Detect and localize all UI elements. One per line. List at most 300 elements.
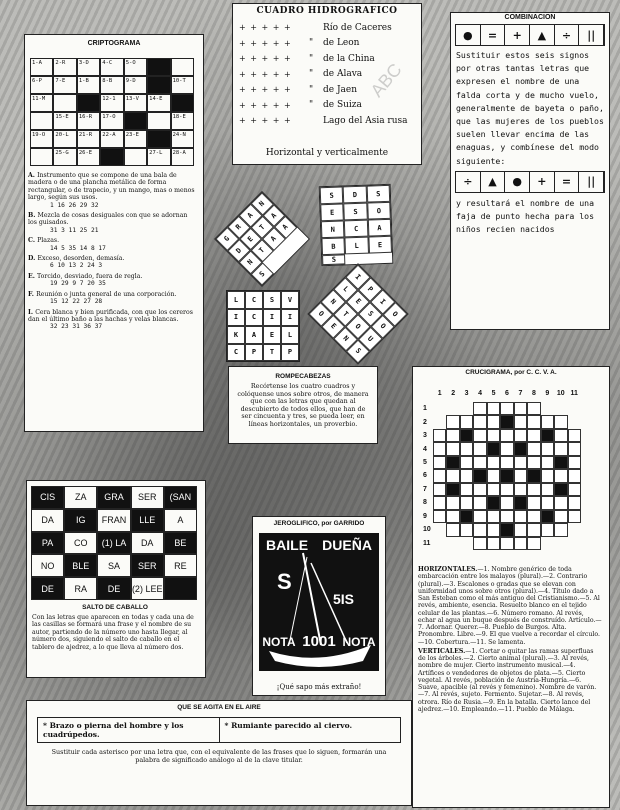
col-number: 1	[437, 390, 442, 397]
jeroglifico-title: JEROGLIFICO, por GARRIDO	[273, 520, 365, 527]
clue-numbers: 32 23 31 36 37	[50, 323, 103, 331]
grid-cell	[487, 415, 500, 428]
board-cell: BE	[164, 532, 197, 555]
letter-cell: C	[227, 344, 245, 362]
grid-cell	[541, 496, 554, 509]
black-cell	[446, 483, 459, 496]
grid-cell: 1-A	[30, 58, 53, 76]
grid-cell: 19-O	[30, 130, 53, 148]
letter-cell: S	[263, 291, 281, 309]
hidrografico-label: de Alava	[323, 69, 363, 80]
grid-cell: 24-N	[171, 130, 194, 148]
clue-text: Instrumento que se compone de una bala de madera o de una plancha metálica de forma rectangular, o de trapecio, y un mango, mas o menos largo, según sus usos.	[28, 172, 195, 202]
grid-cell	[527, 415, 540, 428]
grid-cell	[460, 442, 473, 455]
black-cell	[514, 496, 527, 509]
grid-cell: 26-E	[77, 148, 100, 166]
board-cell: RE	[164, 554, 197, 577]
grid-cell	[446, 442, 459, 455]
combinacion-text: Sustituir estos seis signos por otras tantas letras que expresen el nombre de una falda corta y de mucho vuelo, generalmente de bayeta o paño, que las mujeres de los pueblos suelen llevar encima de las enaguas, y combínese del modo siguiente:	[456, 50, 604, 166]
grid-cell	[500, 402, 513, 415]
crucigrama-row-numbers	[423, 402, 431, 550]
grid-cell	[514, 483, 527, 496]
dots-icon: + + + + +	[239, 85, 292, 95]
grid-cell: 9-D	[124, 76, 147, 94]
hidrografico-row	[239, 36, 415, 52]
grid-cell	[446, 510, 459, 523]
grid-cell: 14-E	[147, 94, 170, 112]
dots-icon: + + + + +	[239, 54, 292, 64]
grid-cell	[527, 456, 540, 469]
grid-cell	[527, 483, 540, 496]
clue-letter: D.	[28, 255, 38, 263]
black-cell	[487, 496, 500, 509]
grid-cell: 4-C	[100, 58, 123, 76]
board-cell: LLE	[131, 509, 164, 532]
asterisk-icon: *	[43, 721, 47, 730]
clue-letter: A.	[28, 172, 38, 179]
board-cell: NO	[31, 554, 64, 577]
hidrografico-label: de Leon	[323, 38, 360, 49]
jeroglifico-nota-2: NOTA	[342, 634, 376, 649]
letter-cell: K	[227, 326, 245, 344]
grid-cell	[487, 469, 500, 482]
ditto-mark: "	[309, 84, 314, 95]
grid-cell	[541, 402, 554, 415]
clue-numbers: 14 5 35 14 8 17	[50, 244, 106, 252]
grid-cell	[500, 429, 513, 442]
letter-cell: E	[320, 203, 344, 221]
grid-cell	[433, 402, 446, 415]
criptograma-clues	[28, 172, 198, 334]
letter-cell: D	[343, 186, 367, 204]
grid-cell: 6-P	[30, 76, 53, 94]
aire-title: QUE SE AGITA EN EL AIRE	[177, 704, 261, 711]
letter-cell: A	[367, 219, 391, 237]
grid-cell	[568, 415, 581, 428]
black-cell	[487, 442, 500, 455]
grid-cell: 18-E	[171, 112, 194, 130]
criptograma-clue	[28, 309, 198, 331]
grid-cell	[500, 537, 513, 550]
grid-cell	[171, 58, 194, 76]
letter-cell: S	[366, 185, 390, 203]
grid-cell	[568, 496, 581, 509]
board-cell: SER	[131, 554, 164, 577]
grid-cell	[527, 523, 540, 536]
grid-cell	[554, 537, 567, 550]
grid-cell	[460, 415, 473, 428]
letter-cell: S	[250, 262, 273, 285]
salto-text: Con las letras que aparecen en todas y cada una de las casillas se formará una frase y el nombre de su autor, partiendo de la número uno hasta llegar, al número dos, siguiendo el salto de caballo en el tablero de ajedrez, a lo que lleva al número dos.	[32, 614, 194, 651]
grid-cell: 8-B	[100, 76, 123, 94]
grid-cell	[487, 429, 500, 442]
row-number: 3	[423, 432, 427, 440]
criptograma-clue	[28, 172, 198, 209]
grid-cell	[568, 523, 581, 536]
grid-cell	[541, 442, 554, 455]
col-number: 11	[570, 390, 578, 397]
grid-cell: 10-T	[171, 76, 194, 94]
grid-cell	[554, 442, 567, 455]
grid-cell	[514, 537, 527, 550]
grid-cell	[554, 469, 567, 482]
grid-cell: 21-R	[77, 130, 100, 148]
grid-cell: 11-M	[30, 94, 53, 112]
salto-title: SALTO DE CABALLO	[82, 604, 148, 611]
grid-cell	[473, 537, 486, 550]
grid-cell	[124, 148, 147, 166]
sign-icon: +	[530, 172, 555, 192]
row-number: 1	[423, 405, 427, 413]
grid-cell: 12-1	[100, 94, 123, 112]
jeroglifico-word-1: BAILE	[266, 537, 309, 553]
jeroglifico-word-2: DUEÑA	[322, 537, 372, 553]
jeroglifico-nota-1: NOTA	[262, 634, 296, 649]
clue-text: Mezcla de cosas desiguales con que se adornan los guisados.	[28, 212, 188, 227]
col-number: 9	[545, 390, 550, 397]
letter-cell: S	[358, 302, 383, 327]
crucigrama-grid	[433, 402, 581, 550]
black-cell	[527, 469, 540, 482]
grid-cell	[514, 456, 527, 469]
sign-icon: ||	[579, 25, 604, 45]
grid-cell	[460, 469, 473, 482]
ditto-mark: "	[309, 38, 314, 49]
black-cell	[554, 456, 567, 469]
col-number: 7	[518, 390, 523, 397]
row-number: 4	[423, 445, 427, 453]
grid-cell: 22-A	[100, 130, 123, 148]
grid-cell	[473, 510, 486, 523]
col-number: 4	[478, 390, 483, 397]
criptograma-clue	[28, 291, 198, 306]
clue-text: Exceso, desorden, demasía.	[37, 255, 125, 263]
grid-cell	[500, 456, 513, 469]
black-cell	[554, 483, 567, 496]
grid-cell	[460, 483, 473, 496]
clue-letter: C.	[28, 237, 38, 245]
horizontales-text: —1. Nombre genérico de toda embarcación entre los malayos (plural).—2. Contrario (plural).—3. Escalones o gradas que se elevan con uniformidad unos sobre otros (plural).—4. Título dado a San Esteban como el más antiguo del Cristianismo.—5. Al revés, ambiente, esencia. Resuelto blanco en el tejido celular de las plantas.—6. Número romano. Al revés, echar al agua un buque después de construído. Artículo.—7. Adornar. Querer.—8. Pueblo de Burgos. Alta. Pronombre. Libre.—9. El que vuelve a recordar el círculo.—10. Cobertura.—11. Se lamenta.	[418, 566, 602, 646]
jeroglifico-caption: ¡Qué sapo más extraño!	[276, 683, 362, 691]
letter-cell: O	[367, 202, 391, 220]
grid-cell	[554, 510, 567, 523]
grid-cell: 15-E	[53, 112, 76, 130]
letter-cell: E	[346, 289, 371, 314]
row-number: 5	[423, 459, 427, 467]
black-cell	[124, 112, 147, 130]
grid-cell	[460, 523, 473, 536]
grid-cell	[433, 523, 446, 536]
black-cell	[473, 469, 486, 482]
grid-cell: 5-O	[124, 58, 147, 76]
col-number: 2	[451, 390, 456, 397]
dots-icon: + + + + +	[239, 100, 292, 110]
grid-cell	[487, 483, 500, 496]
grid-cell	[433, 469, 446, 482]
grid-cell	[568, 483, 581, 496]
hidrografico-row	[239, 20, 415, 36]
grid-cell	[514, 523, 527, 536]
grid-cell	[433, 456, 446, 469]
row-number: 11	[423, 539, 431, 547]
letter-cell: S	[346, 339, 371, 364]
aire-footer: Sustituir cada asterisco por una letra que, con el equivalente de las frases que lo siguen, formarán una palabra de significado análogo al de la clave titular.	[51, 748, 387, 764]
dots-icon: + + + + +	[239, 69, 292, 79]
black-cell	[147, 76, 170, 94]
grid-cell	[568, 469, 581, 482]
row-number: 10	[423, 526, 431, 534]
row-number: 8	[423, 499, 427, 507]
grid-cell	[554, 496, 567, 509]
black-cell	[541, 510, 554, 523]
grid-cell	[53, 94, 76, 112]
grid-cell	[446, 415, 459, 428]
hidrografico-label: de la China	[323, 53, 375, 64]
rompecabezas-text: Recórtense los cuatro cuadros y colóquense unos sobre otros, de manera que con las letras que quedan al descubierto de todos ellos, que han de ser cincuenta y tres, se pueda leer, en líneas horizontales, un proverbio.	[237, 382, 369, 428]
board-cell: PA	[31, 532, 64, 555]
grid-cell	[473, 442, 486, 455]
grid-cell	[527, 442, 540, 455]
grid-cell	[460, 496, 473, 509]
grid-cell	[500, 442, 513, 455]
board-cell: (SAN	[164, 486, 197, 509]
criptograma-clue	[28, 255, 198, 270]
hidrografico-label: de Jaen	[323, 84, 358, 95]
letter-cell: L	[345, 237, 369, 255]
aire-clue-right: Rumiante parecido al ciervo.	[231, 721, 353, 730]
grid-cell: 23-E	[124, 130, 147, 148]
letter-cell: L	[281, 326, 299, 344]
letter-cell: N	[321, 289, 346, 314]
letter-cell: D	[227, 239, 250, 262]
letter-cell: N	[250, 192, 273, 215]
verticales-label: VERTICALES.	[418, 647, 466, 655]
combinacion-panel	[450, 12, 610, 330]
col-number: 5	[491, 390, 496, 397]
letter-cell: I	[346, 265, 371, 290]
grid-cell	[568, 429, 581, 442]
grid-cell	[473, 429, 486, 442]
board-cell: DA	[31, 509, 64, 532]
letter-cell: G	[215, 227, 238, 250]
rompecabezas-panel	[228, 366, 378, 444]
grid-cell	[541, 415, 554, 428]
letter-cell: T	[250, 239, 273, 262]
grid-cell	[541, 456, 554, 469]
grid-cell	[500, 496, 513, 509]
hidrografico-label: de Suiza	[323, 100, 362, 111]
black-cell	[460, 429, 473, 442]
criptograma-clue	[28, 212, 198, 234]
clue-text: Torcido, desviado, fuera de regla.	[37, 272, 143, 280]
letter-cell: E	[239, 227, 262, 250]
grid-cell	[487, 523, 500, 536]
hidrografico-label: Río de Caceres	[323, 22, 392, 33]
clue-text: Cera blanca y bien purificada, con que los cereros dan el último baño a las hachas y velas blancas.	[28, 308, 193, 323]
grid-cell: 13-V	[124, 94, 147, 112]
black-cell	[541, 429, 554, 442]
black-cell	[147, 58, 170, 76]
grid-cell	[541, 469, 554, 482]
clue-text: Reunión o junta general de una corporación.	[36, 290, 177, 298]
watermark: ABC	[366, 59, 406, 101]
black-cell	[171, 94, 194, 112]
letter-cell: C	[245, 291, 263, 309]
letter-cell: O	[383, 302, 408, 327]
rompecabezas-grid-1	[319, 184, 394, 266]
letter-cell: I	[370, 289, 395, 314]
letter-cell: N	[333, 326, 358, 351]
hidrografico-label: Lago del Asia rusa	[323, 115, 408, 126]
board-cell: (2) LEE	[131, 577, 164, 600]
clue-text: Plazas.	[37, 237, 60, 245]
letter-cell: R	[227, 216, 250, 239]
sign-icon: ||	[579, 172, 604, 192]
grid-cell	[446, 469, 459, 482]
grid-cell: 20-L	[53, 130, 76, 148]
grid-cell	[527, 429, 540, 442]
clue-numbers: 15 12 22 27 28	[50, 298, 103, 306]
grid-cell	[514, 510, 527, 523]
black-cell	[77, 94, 100, 112]
sign-icon: ●	[505, 172, 530, 192]
criptograma-clue	[28, 273, 198, 288]
clue-numbers: 19 29 9 7 20 35	[50, 280, 106, 288]
black-cell	[100, 148, 123, 166]
clue-letter: F.	[28, 290, 37, 298]
clue-numbers: 6 10 13 2 24 3	[50, 262, 103, 270]
row-number: 7	[423, 485, 427, 493]
board-cell: SER	[131, 486, 164, 509]
grid-cell	[541, 523, 554, 536]
board-cell: GRA	[97, 486, 130, 509]
letter-cell: P	[358, 277, 383, 302]
letter-cell: P	[281, 344, 299, 362]
clue-numbers: 1 16 26 29 32	[50, 201, 99, 209]
clue-letter: B.	[28, 212, 38, 220]
grid-cell	[446, 537, 459, 550]
clue-numbers: 31 3 11 25 21	[50, 226, 99, 234]
board-cell	[164, 577, 197, 600]
letter-cell: A	[262, 204, 285, 227]
board-cell: RA	[64, 577, 97, 600]
criptograma-title: CRIPTOGRAMA	[87, 40, 141, 47]
black-cell	[446, 456, 459, 469]
letter-cell: O	[309, 302, 334, 327]
grid-cell	[433, 429, 446, 442]
clue-letter: I.	[28, 308, 36, 316]
clue-letter: E.	[28, 272, 38, 280]
grid-cell	[446, 402, 459, 415]
rompecabezas-title: ROMPECABEZAS	[275, 373, 331, 380]
letter-cell: O	[370, 314, 395, 339]
grid-cell	[554, 402, 567, 415]
grid-cell	[527, 537, 540, 550]
letter-cell: T	[250, 216, 273, 239]
grid-cell	[527, 402, 540, 415]
grid-cell	[527, 496, 540, 509]
grid-cell	[433, 537, 446, 550]
board-cell: SA	[97, 554, 130, 577]
letter-cell: S	[320, 186, 344, 204]
horizontales-label: HORIZONTALES.	[418, 566, 478, 573]
dots-icon: + + + + +	[239, 23, 292, 33]
letter-cell: S	[322, 254, 346, 265]
aire-panel	[26, 700, 412, 806]
combinacion-text-2: y resultará el nombre de una faja de punto hecha para los niños recien nacidos	[456, 197, 595, 235]
letter-cell: T	[263, 344, 281, 362]
grid-cell	[568, 456, 581, 469]
criptograma-grid	[30, 58, 194, 166]
grid-cell	[568, 442, 581, 455]
col-number: 6	[505, 390, 509, 397]
grid-cell: 17-O	[100, 112, 123, 130]
grid-cell	[487, 510, 500, 523]
board-cell: (1) LA	[97, 532, 130, 555]
row-number: 2	[423, 418, 427, 426]
grid-cell	[473, 496, 486, 509]
grid-cell	[433, 496, 446, 509]
asterisk-icon: *	[224, 721, 229, 730]
letter-cell: A	[262, 227, 285, 250]
ditto-mark: "	[309, 53, 314, 64]
letter-cell: A	[274, 216, 297, 239]
row-number: 9	[423, 512, 427, 520]
aire-clue-left: Brazo o pierna del hombre y los cuadrúpedos.	[43, 721, 184, 739]
letter-cell: S	[344, 203, 368, 221]
grid-cell	[541, 537, 554, 550]
col-number: 10	[556, 390, 565, 397]
letter-cell: C	[245, 309, 263, 327]
letter-cell: I	[263, 309, 281, 327]
grid-cell	[473, 415, 486, 428]
crucigrama-col-numbers	[433, 390, 581, 397]
grid-cell	[568, 510, 581, 523]
board-cell: A	[164, 509, 197, 532]
grid-cell	[514, 469, 527, 482]
combinacion-signs-top	[455, 24, 605, 46]
letter-cell: A	[245, 326, 263, 344]
crucigrama-clues	[418, 566, 602, 713]
grid-cell	[473, 456, 486, 469]
grid-cell	[473, 402, 486, 415]
grid-cell: 2-R	[53, 58, 76, 76]
sign-icon: ▲	[481, 172, 506, 192]
grid-cell	[147, 112, 170, 130]
grid-cell	[554, 415, 567, 428]
letter-cell: U	[358, 326, 383, 351]
letter-cell: T	[333, 302, 358, 327]
grid-cell: 16-R	[77, 112, 100, 130]
black-cell	[514, 442, 527, 455]
letter-cell: I	[281, 309, 299, 327]
letter-cell: L	[333, 277, 358, 302]
combinacion-title: COMBINACION	[504, 14, 556, 21]
grid-cell	[568, 537, 581, 550]
black-cell	[500, 415, 513, 428]
letter-cell: E	[368, 236, 392, 254]
ditto-mark: "	[309, 69, 314, 80]
grid-cell	[460, 402, 473, 415]
grid-cell: 1-B	[77, 76, 100, 94]
grid-cell	[460, 537, 473, 550]
dots-icon: + + + + +	[239, 38, 292, 48]
letter-cell: A	[239, 204, 262, 227]
black-cell	[147, 130, 170, 148]
combinacion-signs-bottom	[455, 171, 605, 193]
grid-cell: 25-G	[53, 148, 76, 166]
